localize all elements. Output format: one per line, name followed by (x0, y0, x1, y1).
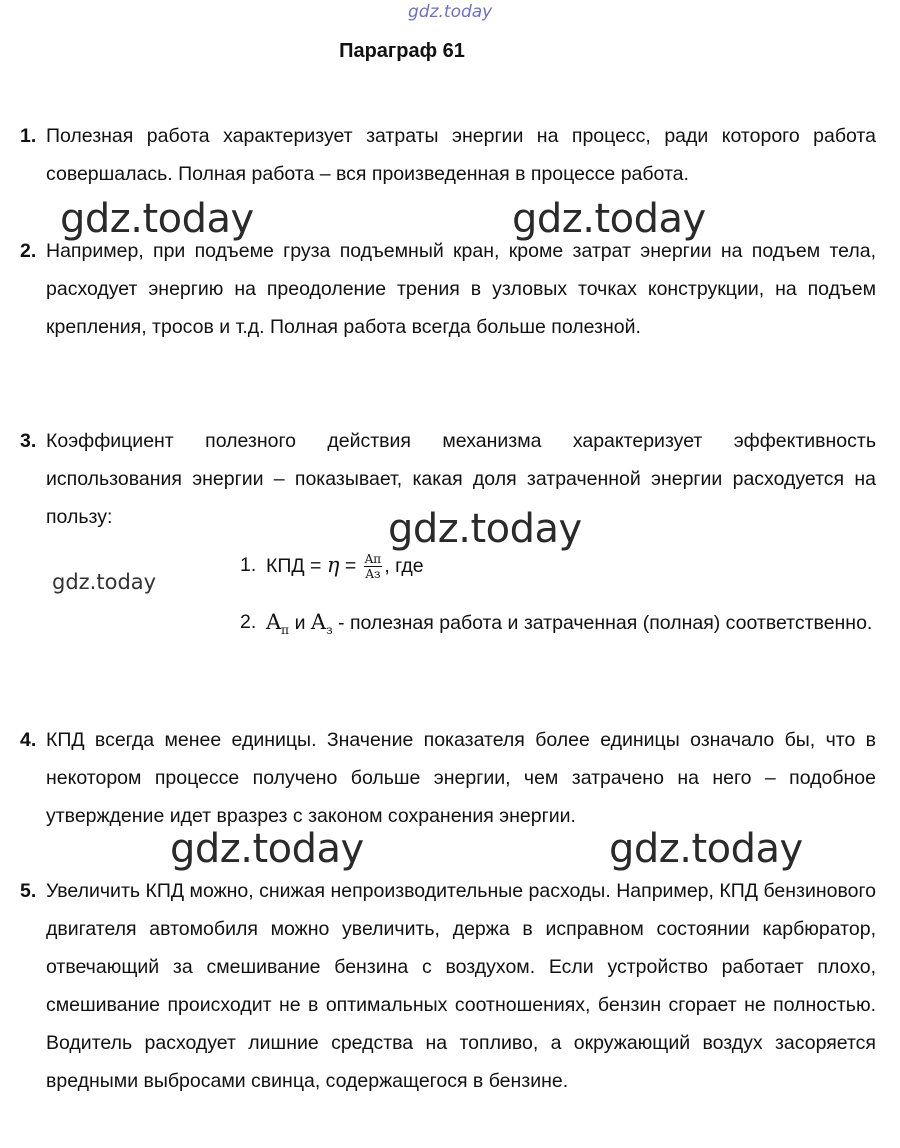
watermark: gdz.today (388, 506, 582, 552)
eta-symbol: η (326, 553, 340, 577)
list-item-1 (20, 117, 876, 193)
item-number: 4. (20, 729, 37, 751)
useful-work-symbol: $A_п$ (266, 610, 290, 638)
watermark: gdz.today (609, 826, 803, 872)
item-number: 3. (20, 430, 37, 452)
spent-work-symbol: $A_з$ (310, 610, 333, 638)
watermark: gdz.today (60, 196, 254, 242)
formula-line-2 (240, 603, 876, 649)
item-text: Коэффициент полезного действия механизма характеризует эффективность использования энергии – показывает, какая доля затраченной энергии расходуется на пользу: (46, 430, 876, 528)
fraction-numerator: Aп (364, 552, 382, 567)
watermark-top: gdz.today (408, 2, 493, 22)
equals-sign: = (339, 555, 362, 577)
watermark: gdz.today (512, 196, 706, 242)
item-text: КПД всегда менее единицы. Значение показателя более единицы означало бы, что в некотором процессе получено больше энергии, чем затрачено на него – подобное утверждение идет вразрез с законом сохранения энергии. (46, 729, 876, 827)
formula-description: - полезная работа и затраченная (полная) соответственно. (332, 612, 873, 634)
page-title: Параграф 61 (339, 40, 465, 62)
item-text: Например, при подъеме груза подъемный кран, кроме затрат энергии на подъем тела, расходует энергию на преодоление трения в узловых точках конструкции, на подъем крепления, тросов и т.д. Полная работа всегда больше полезной. (46, 240, 876, 338)
item-number: 2. (20, 240, 37, 262)
item-text: Полезная работа характеризует затраты энергии на процесс, ради которого работа совершалась. Полная работа – вся произведенная в процессе работа. (46, 125, 876, 185)
efficiency-fraction (364, 552, 383, 581)
subitem-number: 1. (240, 554, 257, 576)
fraction-denominator: Aз (365, 567, 381, 582)
item-number: 5. (20, 880, 37, 902)
list-item-4 (20, 721, 876, 835)
item-number: 1. (20, 125, 37, 147)
formula-tail: , где (384, 555, 424, 577)
item-text: Увеличить КПД можно, снижая непроизводительные расходы. Например, КПД бензинового двигателя автомобиля можно увеличить, держа в исправном состоянии карбюратор, отвечающий за смешивание бензина с воздухом. Если устройство работает плохо, смешивание происходит не в оптимальных соотношениях, бензин сгорает не полностью. Водитель расходует лишние средства на топливо, а окружающий воздух засоряется вредными выбросами свинца, содержащегося в бензине. (46, 880, 876, 1092)
subitem-number: 2. (240, 611, 257, 633)
conjunction: и (289, 612, 311, 634)
list-item-2 (20, 232, 876, 346)
watermark-small: gdz.today (52, 570, 157, 594)
kpd-label: КПД = (266, 555, 327, 577)
watermark: gdz.today (170, 826, 364, 872)
list-item-5 (20, 872, 876, 1100)
